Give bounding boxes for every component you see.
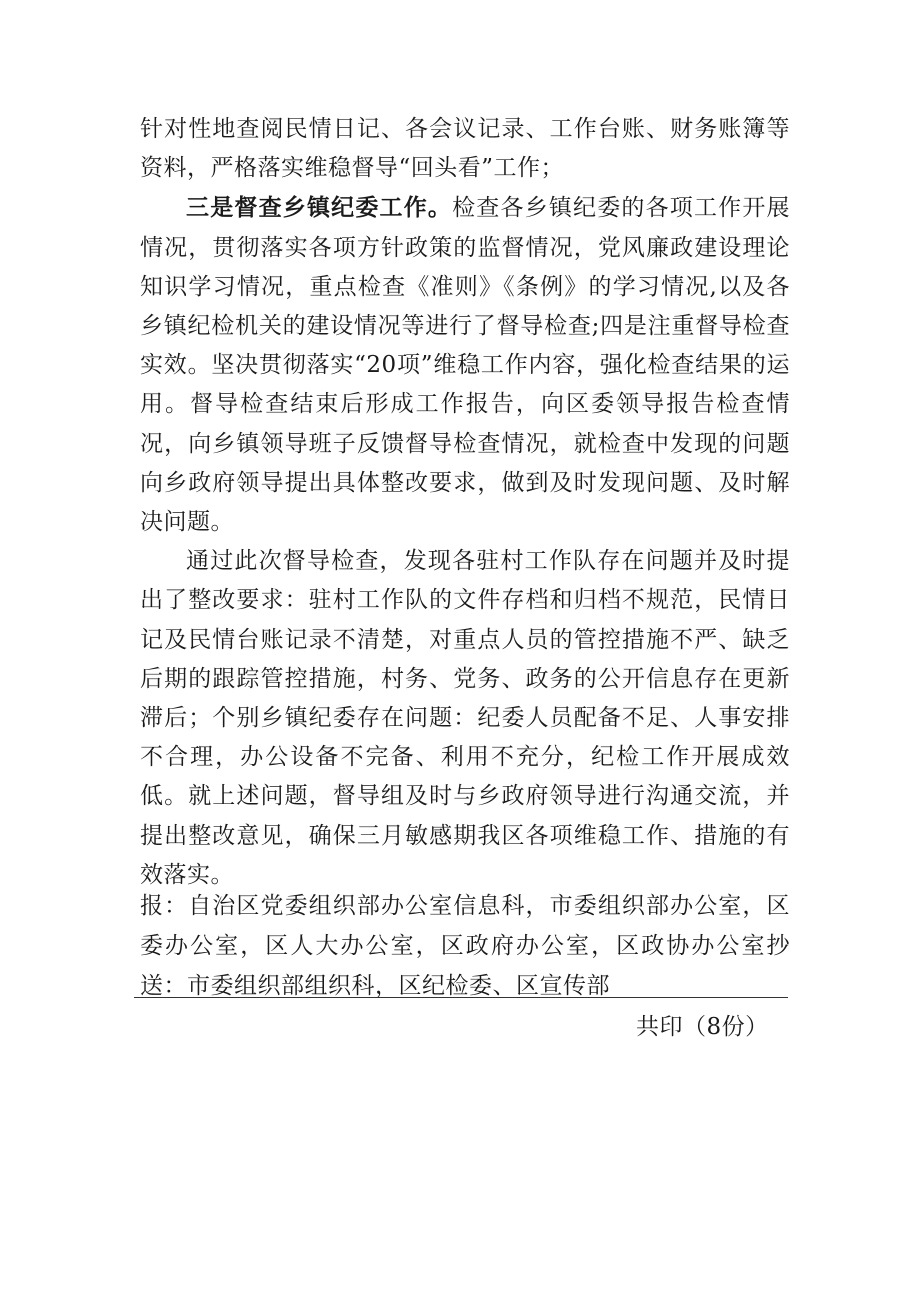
paragraph-2 [140,188,790,542]
paragraph-3 [140,542,790,895]
paragraph-1 [140,110,790,188]
body-text [140,110,790,895]
paragraph-1-text: 针对性地查阅民情日记、各会议记录、工作台账、财务账簿等资料，严格落实维稳督导“回头看”工作； [140,116,790,182]
paragraph-3-text: 通过此次督导检查，发现各驻村工作队存在问题并及时提出了整改要求：驻村工作队的文件存档和归档不规范，民情日记及民情台账记录不清楚，对重点人员的管控措施不严、缺乏后期的跟踪管控措施，村务、党务、政务的公开信息存在更新滞后；个别乡镇纪委存在问题：纪委人员配备不足、人事安排不合理，办公设备不完备、利用不充分，纪检工作开展成效低。就上述问题，督导组及时与乡政府领导进行沟通交流，并提出整改意见，确保三月敏感期我区各项维稳工作、措施的有效落实。 [140,548,790,888]
paragraph-2-lead: 三是督查乡镇纪委工作。 [186,194,453,222]
distribution-list: 报：自治区党委组织部办公室信息科，市委组织部办公室，区委办公室，区人大办公室，区政府办公室，区政协办公室抄送：市委组织部组织科，区纪检委、区宣传部 [140,893,790,999]
divider-line [134,997,788,998]
print-copies: 共印（8份） [636,1014,769,1040]
paragraph-2-text: 检查各乡镇纪委的各项工作开展情况，贯彻落实各项方针政策的监督情况，党风廉政建设理论知识学习情况，重点检查《准则》《条例》的学习情况,以及各乡镇纪检机关的建设情况等进行了督导检查;四是注重督导检查实效。坚决贯彻落实“20项”维稳工作内容，强化检查结果的运用。督导检查结束后形成工作报告，向区委领导报告检查情况，向乡镇领导班子反馈督导检查情况，就检查中发现的问题向乡政府领导提出具体整改要求，做到及时发现问题、及时解决问题。 [140,195,790,536]
